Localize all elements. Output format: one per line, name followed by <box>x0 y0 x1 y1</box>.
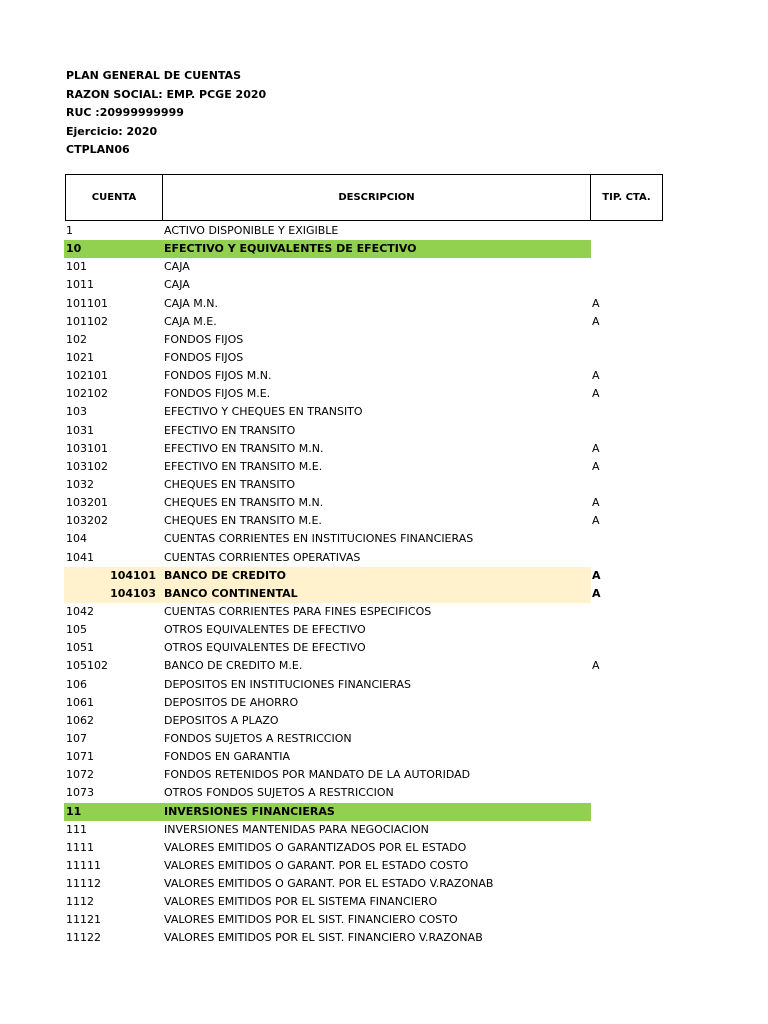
account-description: OTROS EQUIVALENTES DE EFECTIVO <box>164 623 366 637</box>
account-description: EFECTIVO Y EQUIVALENTES DE EFECTIVO <box>164 242 417 256</box>
account-description: ACTIVO DISPONIBLE Y EXIGIBLE <box>164 224 339 237</box>
account-type: A <box>592 496 600 510</box>
account-code: 103202 <box>66 514 108 528</box>
account-code: 1042 <box>66 604 94 618</box>
account-code: 11121 <box>66 913 101 927</box>
account-type: A <box>592 586 601 600</box>
account-type: A <box>592 314 600 328</box>
account-description: FONDOS FIJOS <box>164 332 244 346</box>
account-row <box>64 313 600 331</box>
account-description: BANCO CONTINENTAL <box>164 586 298 600</box>
account-code: 1072 <box>66 768 94 782</box>
account-code: 111 <box>66 822 87 836</box>
account-row <box>64 331 594 349</box>
account-row <box>64 549 594 567</box>
account-row <box>64 458 600 476</box>
account-code: 105 <box>66 623 87 637</box>
account-row <box>64 911 594 929</box>
account-description: VALORES EMITIDOS O GARANT. POR EL ESTADO V.RAZONAB <box>164 877 494 891</box>
account-row <box>64 512 600 530</box>
account-type: A <box>592 459 600 473</box>
account-row <box>64 295 600 313</box>
account-row <box>64 440 600 458</box>
account-description: FONDOS FIJOS <box>164 350 244 364</box>
account-description: CUENTAS CORRIENTES PARA FINES ESPECIFICOS <box>164 604 432 618</box>
company-name: RAZON SOCIAL: EMP. PCGE 2020 <box>66 87 267 101</box>
account-row <box>64 603 594 621</box>
account-description: CUENTAS CORRIENTES EN INSTITUCIONES FINANCIERAS <box>164 532 474 546</box>
account-row <box>64 712 594 730</box>
account-type: A <box>592 514 600 528</box>
account-code: 11111 <box>66 858 101 872</box>
account-type: A <box>592 387 600 401</box>
account-code: 104 <box>66 532 87 546</box>
account-description: EFECTIVO EN TRANSITO M.E. <box>164 459 323 473</box>
account-description: CHEQUES EN TRANSITO M.N. <box>164 496 324 510</box>
account-description: CAJA M.N. <box>164 296 218 310</box>
account-row <box>64 657 600 675</box>
account-description: BANCO DE CREDITO <box>164 568 286 582</box>
account-row <box>64 694 594 712</box>
account-description: EFECTIVO EN TRANSITO <box>164 423 296 437</box>
account-type: A <box>592 296 600 310</box>
account-row <box>64 748 594 766</box>
account-code: 10 <box>66 242 82 256</box>
account-row <box>64 730 594 748</box>
report-code: CTPLAN06 <box>66 143 130 156</box>
document-header <box>66 67 266 160</box>
account-description: BANCO DE CREDITO M.E. <box>164 659 303 673</box>
account-code: 11122 <box>66 931 101 945</box>
account-description: FONDOS FIJOS M.E. <box>164 387 271 401</box>
account-row <box>64 893 594 911</box>
account-description: DEPOSITOS EN INSTITUCIONES FINANCIERAS <box>164 677 412 691</box>
account-row <box>64 276 594 294</box>
account-code: 101101 <box>66 296 108 310</box>
account-row <box>64 821 594 839</box>
account-code: 101102 <box>66 314 108 328</box>
account-row <box>64 422 594 440</box>
account-row <box>64 621 594 639</box>
account-type: A <box>592 369 600 383</box>
account-code: 104103 <box>110 586 156 600</box>
column-header-descripcion: DESCRIPCION <box>163 175 591 221</box>
fiscal-year: Ejercicio: 2020 <box>66 124 158 138</box>
account-row <box>64 240 594 258</box>
account-row <box>64 403 594 421</box>
account-code: 1041 <box>66 550 94 564</box>
account-code: 103101 <box>66 441 108 455</box>
account-code: 1062 <box>66 713 94 727</box>
account-description: VALORES EMITIDOS POR EL SIST. FINANCIERO COSTO <box>164 913 458 927</box>
account-type: A <box>592 441 600 455</box>
account-row <box>64 839 594 857</box>
account-description: VALORES EMITIDOS POR EL SISTEMA FINANCIERO <box>164 895 438 909</box>
account-description: EFECTIVO EN TRANSITO M.N. <box>164 441 324 455</box>
account-code: 1051 <box>66 641 94 655</box>
account-code: 1011 <box>66 278 94 292</box>
account-row <box>64 784 594 802</box>
account-code: 107 <box>66 731 87 745</box>
account-code: 1032 <box>66 477 94 491</box>
account-code: 103201 <box>66 496 108 510</box>
account-list <box>64 222 601 948</box>
account-row <box>64 585 601 603</box>
account-row <box>64 676 594 694</box>
account-description: FONDOS EN GARANTIA <box>164 750 290 764</box>
account-description: CAJA <box>164 260 190 274</box>
account-description: EFECTIVO Y CHEQUES EN TRANSITO <box>164 405 363 419</box>
account-code: 1 <box>66 224 73 237</box>
account-code: 104101 <box>110 568 156 582</box>
account-row <box>64 766 594 784</box>
account-description: VALORES EMITIDOS O GARANT. POR EL ESTADO COSTO <box>164 858 469 872</box>
account-description: FONDOS SUJETOS A RESTRICCION <box>164 731 352 745</box>
account-description: CAJA <box>164 278 190 292</box>
account-row <box>64 222 594 240</box>
account-row <box>64 494 600 512</box>
account-description: OTROS FONDOS SUJETOS A RESTRICCION <box>164 786 394 800</box>
account-row <box>64 385 600 403</box>
account-description: CAJA M.E. <box>164 314 217 328</box>
account-code: 101 <box>66 260 87 274</box>
account-description: INVERSIONES FINANCIERAS <box>164 804 335 818</box>
account-code: 103102 <box>66 459 108 473</box>
account-row <box>64 803 594 821</box>
account-description: VALORES EMITIDOS O GARANTIZADOS POR EL ESTADO <box>164 840 467 854</box>
account-description: VALORES EMITIDOS POR EL SIST. FINANCIERO V.RAZONAB <box>164 931 483 945</box>
account-type: A <box>592 659 600 673</box>
account-code: 105102 <box>66 659 108 673</box>
account-description: DEPOSITOS DE AHORRO <box>164 695 299 709</box>
account-description: CHEQUES EN TRANSITO <box>164 477 295 491</box>
account-row <box>64 258 594 276</box>
ruc-number: RUC :20999999999 <box>66 106 184 119</box>
account-code: 103 <box>66 405 87 419</box>
account-type: A <box>592 568 601 582</box>
account-row <box>64 857 594 875</box>
account-row <box>64 567 601 585</box>
account-row <box>64 349 594 367</box>
document-title: PLAN GENERAL DE CUENTAS <box>66 69 241 82</box>
account-code: 11 <box>66 804 82 818</box>
account-row <box>64 929 594 947</box>
account-code: 11112 <box>66 877 101 891</box>
account-code: 1112 <box>66 895 94 909</box>
account-description: CHEQUES EN TRANSITO M.E. <box>164 514 322 528</box>
account-description: CUENTAS CORRIENTES OPERATIVAS <box>164 550 361 564</box>
column-header-tipo: TIP. CTA. <box>591 175 663 221</box>
account-description: INVERSIONES MANTENIDAS PARA NEGOCIACION <box>164 822 429 836</box>
column-header-table <box>65 174 663 221</box>
account-row <box>64 367 600 385</box>
account-code: 1071 <box>66 750 94 764</box>
account-row <box>64 476 594 494</box>
account-code: 102101 <box>66 369 108 383</box>
account-description: DEPOSITOS A PLAZO <box>164 713 279 727</box>
account-code: 1073 <box>66 786 94 800</box>
account-row <box>64 875 594 893</box>
account-row <box>64 530 594 548</box>
account-code: 102 <box>66 332 87 346</box>
account-code: 102102 <box>66 387 108 401</box>
account-code: 1111 <box>66 840 94 854</box>
account-code: 1031 <box>66 423 94 437</box>
account-code: 1021 <box>66 350 94 364</box>
account-row <box>64 639 594 657</box>
column-header-cuenta: CUENTA <box>66 175 163 221</box>
account-code: 1061 <box>66 695 94 709</box>
account-description: FONDOS RETENIDOS POR MANDATO DE LA AUTORIDAD <box>164 768 471 782</box>
account-code: 106 <box>66 677 87 691</box>
account-description: OTROS EQUIVALENTES DE EFECTIVO <box>164 641 366 655</box>
account-description: FONDOS FIJOS M.N. <box>164 369 272 383</box>
